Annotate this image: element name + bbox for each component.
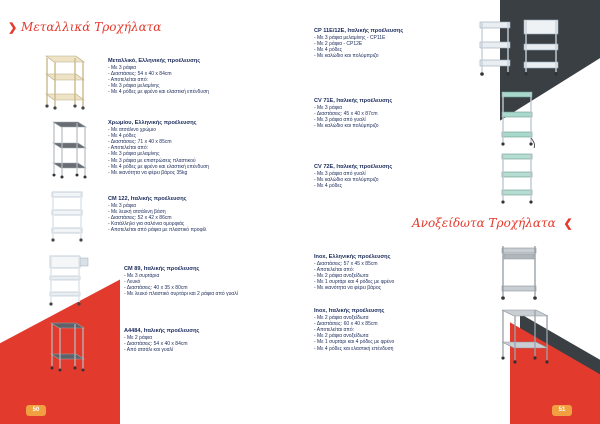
product-chrome-greek [108, 120, 209, 176]
product-spec: - Διαστάσεις: 54 x 40 x 84cm [108, 70, 172, 77]
product-spec: - Με 4 ρόδες με φρένο και ελαστική επένδυση [108, 163, 209, 170]
product-name: CM 89, Ιταλικής προέλευσης [124, 266, 200, 272]
product-name: Inox, Ιταλικής προέλευσης [314, 308, 385, 314]
right-section-title [412, 216, 573, 230]
product-spec: - Με 3 ράφια μελαμίνης - CP11E [314, 34, 386, 41]
product-image-cm122 [48, 188, 88, 244]
product-name: CV 72E, Ιταλικής προέλευσης [314, 164, 393, 170]
product-cv72e [314, 164, 392, 189]
product-name: CP 11E/12E, Ιταλικής προέλευσης [314, 28, 404, 34]
product-a4484 [124, 328, 199, 353]
left-title-text: Μεταλλικά Τροχήλατα [21, 20, 162, 34]
product-image-cp11e [474, 16, 566, 80]
product-image-a4484 [48, 318, 88, 372]
product-name: CV 71E, Ιταλικής προέλευσης [314, 98, 393, 104]
product-spec: - Αποτελείται από: [314, 266, 355, 273]
product-spec: - Διαστάσεις: 45 x 40 x 87cm [314, 110, 378, 117]
product-spec: - Με 3 ράφια [108, 202, 136, 209]
product-spec: - Με 3 ράφια από γυαλί [314, 117, 366, 123]
product-spec: - Από ατσάλι και γυαλί [124, 347, 174, 353]
product-spec: - Με καλώδιο και πολύμπριζο [314, 176, 379, 183]
product-spec: - Με 3 συρτάρια [124, 272, 160, 279]
product-spec: - Με 4 ρόδες με φρένο και ελαστική επένδυση [108, 89, 209, 96]
product-image-inox-greek [498, 242, 544, 302]
product-cm89 [124, 266, 238, 297]
product-name: A4484, Ιταλικής προέλευσης [124, 328, 200, 334]
right-title-text: Ανοξείδωτα Τροχήλατα [412, 216, 556, 230]
product-spec: - Με καλώδιο και πολύμπριζο [314, 123, 379, 130]
product-spec: - Με ικανότητα να φέρει βάρος 35kg [108, 170, 188, 177]
product-spec: - Διαστάσεις: 71 x 40 x 85cm [108, 139, 172, 145]
product-inox-italian [314, 308, 394, 352]
product-spec: - Διαστάσεις: 52 x 42 x 86cm [108, 215, 172, 221]
product-spec: - Με ικανότητα να φέρει βάρος [314, 285, 382, 292]
product-image-inox-italian [498, 304, 554, 364]
product-metal-greek [108, 58, 209, 96]
product-spec: - Με καλώδιο και πολύμπριζο [314, 53, 379, 60]
product-name: Inox, Ελληνικής προέλευσης [314, 254, 391, 260]
product-image-cv72e [498, 150, 538, 206]
chevron-right-icon: ❯ [8, 21, 18, 34]
product-image-cm89 [46, 252, 92, 308]
product-name: Μεταλλικό, Ελληνικής προέλευσης [108, 58, 201, 64]
product-spec: - Διαστάσεις: 60 x 40 x 85cm [314, 320, 378, 327]
product-spec: - Με 2 ράφια ανοξείδωτα [314, 333, 369, 340]
product-spec: - Με 4 ρόδες [314, 47, 343, 53]
product-cm122 [108, 196, 206, 234]
product-spec: - Με 1 συρτάρι και 4 ρόδες με φρένο [314, 339, 395, 346]
left-section-title [8, 20, 161, 34]
product-spec: - Με 4 ρόδες και ελαστική επένδυση [314, 345, 394, 352]
product-spec: - Με 3 ράφια με επιστρώσεις πλαστικού [108, 157, 196, 164]
product-spec: - Διαστάσεις: 40 x 35 x 80cm [124, 285, 188, 291]
product-inox-greek [314, 254, 394, 292]
chevron-left-icon: ❮ [563, 217, 573, 230]
product-spec: - Με 3 ράφια [314, 104, 342, 111]
product-cp11e [314, 28, 403, 59]
right-page [300, 0, 600, 424]
product-spec: - Με 3 ράφια μελαμίνης [108, 151, 160, 158]
product-image-cv71e [498, 88, 538, 148]
product-spec: - Διαστάσεις: 57 x 45 x 85cm [314, 260, 378, 267]
product-spec: - Με 3 ράφια [108, 64, 136, 71]
product-spec: - Διαστάσεις: 54 x 40 x 84cm [124, 340, 188, 347]
product-spec: - Λευκό [124, 278, 141, 285]
product-spec: - Με 2 ράφια [124, 334, 152, 341]
product-spec: - Κατάλληλο για σαλόνια ομορφιάς [108, 221, 185, 228]
product-image-metal-beige [42, 50, 88, 110]
product-spec: - Με 3 ράφια μελαμίνης [108, 83, 160, 90]
product-cv71e [314, 98, 392, 129]
product-spec: - Με 2 ράφια ανοξείδωτα [314, 314, 369, 321]
product-spec: - Με 1 συρτάρι και 4 ρόδες με φρένο [314, 279, 395, 286]
product-spec: - Αποτελείται από: [108, 77, 149, 83]
product-name: Χρωμίου, Ελληνικής προέλευσης [108, 120, 197, 126]
product-name: CM 122, Ιταλικής προέλευσης [108, 196, 187, 202]
product-spec: - Με ατσάλινο χρώμιο [108, 126, 157, 133]
product-spec: - Αποτελείται από: [108, 145, 149, 152]
product-spec: - Με 2 ράφια - CP12E [314, 40, 363, 47]
product-spec: - Αποτελείται από: [314, 327, 355, 333]
product-spec: - Αποτελείται από ράφια με πλαστικό προφίλ [108, 227, 207, 234]
product-image-chrome [50, 117, 90, 179]
page-number: 50 [26, 405, 46, 416]
product-spec: - Με 4 ρόδες [314, 183, 343, 189]
product-spec: - Με λευκή ατσάλινη βάση [108, 208, 166, 215]
product-spec: - Με λευκό πλαστικό συρτάρι και 2 ράφια από γυαλί [124, 291, 238, 298]
product-spec: - Με 3 ράφια από γυαλί [314, 170, 366, 177]
product-spec: - Με 2 ράφια ανοξείδωτα [314, 273, 369, 279]
page-number: 51 [552, 405, 572, 416]
product-spec: - Με 4 ρόδες [108, 132, 137, 139]
